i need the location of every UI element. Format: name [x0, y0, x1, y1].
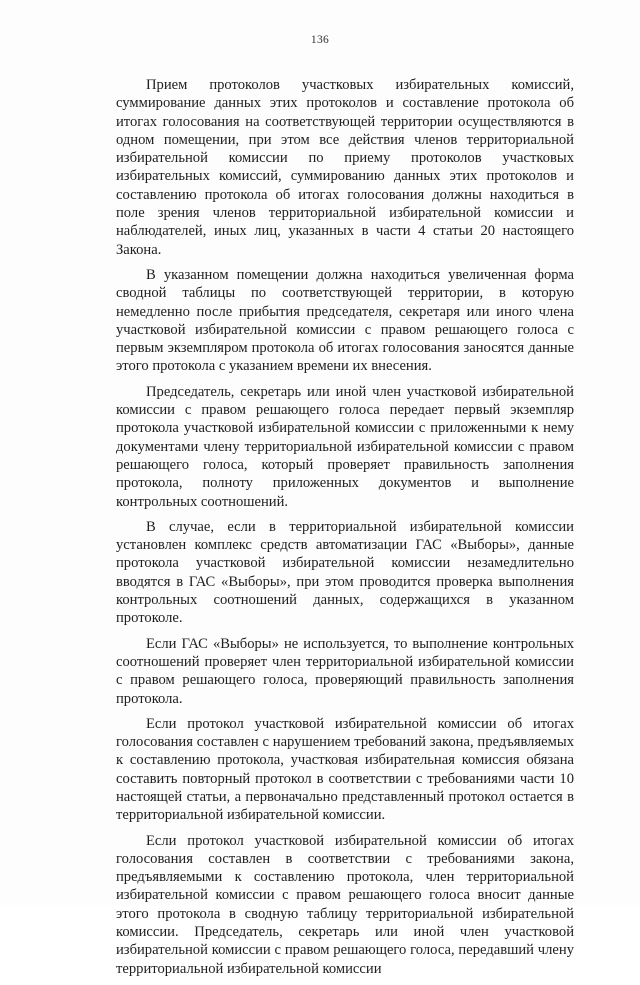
paragraph-6: Если протокол участковой избирательной комиссии об итогах голосования составлен с нарушением требований закона, предъявляемых к составлению протокола, участковая избирательная комиссия обязана составить повторный протокол в соответствии с требованиями части 10 настоящей статьи, а первоначально представленный протокол остается в территориальной избирательной комиссии. — [116, 715, 574, 824]
document-body — [116, 76, 574, 985]
paragraph-5: Если ГАС «Выборы» не используется, то выполнение контрольных соотношений проверяет член территориальной избирательной комиссии с правом решающего голоса, проверяющий правильность заполнения протокола. — [116, 635, 574, 707]
paragraph-2: В указанном помещении должна находиться увеличенная форма сводной таблицы по соответствующей территории, в которую немедленно после прибытия председателя, секретаря или иного члена участковой избирательной комиссии с правом решающего голоса с первым экземпляром протокола об итогах голосования заносятся данные этого протокола с указанием времени их внесения. — [116, 266, 574, 375]
paragraph-1: Прием протоколов участковых избирательных комиссий, суммирование данных этих протоколов и составление протокола об итогах голосования на соответствующей территории осуществляются в одном помещении, при этом все действия членов территориальной избирательной комиссии по приему протоколов участковых избирательных комиссий, суммированию данных этих протоколов и составлению протокола об итогах голосования должны находиться в поле зрения членов территориальной избирательной комиссии и наблюдателей, иных лиц, указанных в части 4 статьи 20 настоящего Закона. — [116, 77, 574, 258]
paragraph-7: Если протокол участковой избирательной комиссии об итогах голосования составлен в соответствии с требованиями закона, предъявляемыми к составлению протокола, член территориальной избирательной комиссии с правом решающего голоса вносит данные этого протокола в сводную таблицу территориальной избирательной комиссии. Председатель, секретарь или иной член участковой избирательной комиссии с правом решающего голоса, передавший члену территориальной избирательной комиссии — [116, 832, 574, 977]
page-number: 136 — [310, 34, 330, 46]
paragraph-3: Председатель, секретарь или иной член участковой избирательной комиссии с правом решающего голоса передает первый экземпляр протокола участковой избирательной комиссии с приложенными к нему документами члену территориальной избирательной комиссии с правом решающего голоса, который проверяет правильность заполнения протокола, полноту приложенных документов и выполнение контрольных соотношений. — [116, 383, 574, 510]
paragraph-4: В случае, если в территориальной избирательной комиссии установлен комплекс средств автоматизации ГАС «Выборы», данные протокола участковой избирательной комиссии незамедлительно вводятся в ГАС «Выборы», при этом проводится проверка выполнения контрольных соотношений данных, содержащихся в указанном протоколе. — [116, 518, 574, 627]
